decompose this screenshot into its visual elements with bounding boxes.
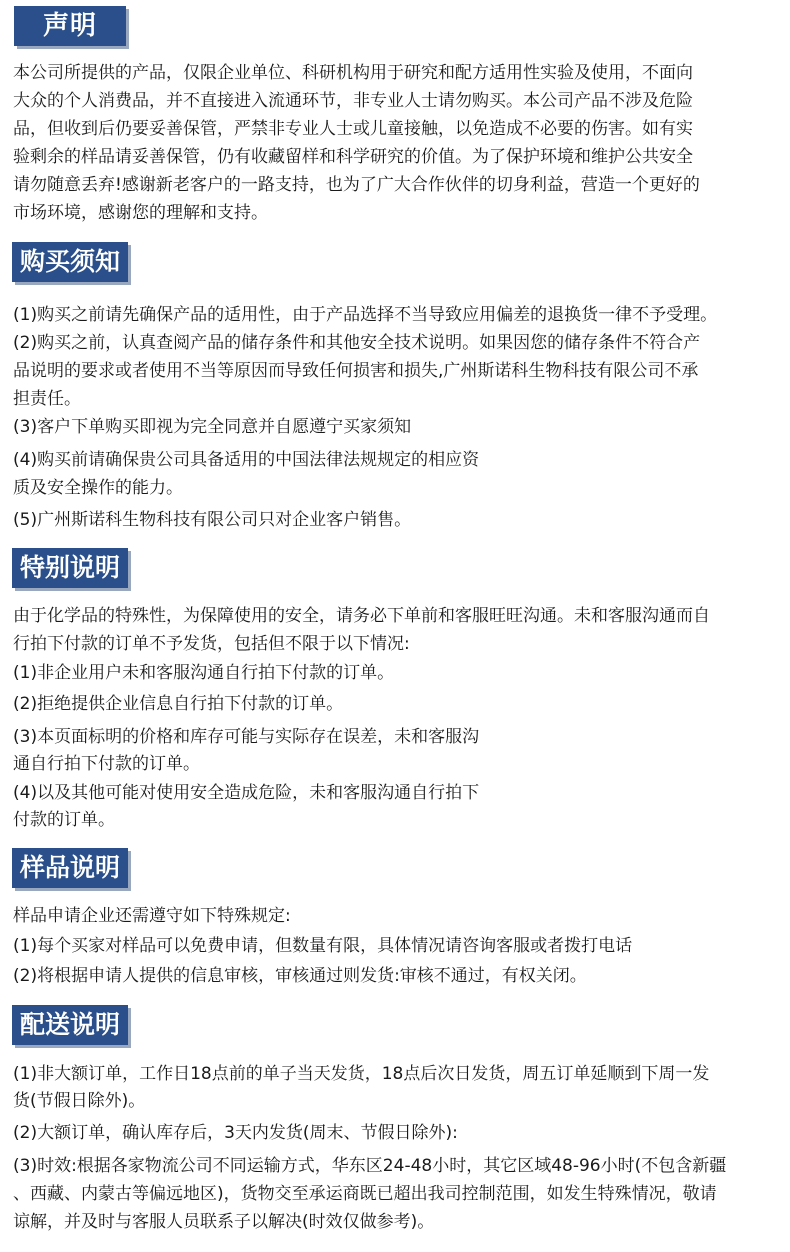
- special-notes-line: 付款的订单。: [13, 810, 115, 830]
- delivery-notes-line: (3)时效:根据各家物流公司不同运输方式，华东区24-48小时，其它区域48-96小时(不包含新疆: [13, 1156, 727, 1176]
- sample-notes-line: (1)每个买家对样品可以免费申请，但数量有限，具体情况请咨询客服或者拨打电话: [13, 936, 633, 956]
- special-notes-line: 通自行拍下付款的订单。: [13, 754, 200, 774]
- purchase-notice-line: 品说明的要求或者使用不当等原因而导致任何损害和损失,广州斯诺科生物科技有限公司不承: [13, 361, 699, 381]
- sample-notes-line: 样品申请企业还需遵守如下特殊规定:: [13, 906, 291, 926]
- section-title-sample-notes: 样品说明: [12, 848, 128, 888]
- purchase-notice-line: 质及安全操作的能力。: [13, 478, 183, 498]
- purchase-notice-line: (3)客户下单购买即视为完全同意并自愿遵宁买家须知: [13, 417, 412, 437]
- section-title-special-notes: 特别说明: [12, 548, 128, 588]
- delivery-notes-line: 货(节假日除外)。: [13, 1091, 146, 1111]
- purchase-notice-line: (4)购买前请确保贵公司具备适用的中国法律法规规定的相应资: [13, 450, 480, 470]
- statement-line: 请勿随意丢弃!感谢新老客户的一路支持，也为了广大合作伙伴的切身利益，营造一个更好的: [13, 175, 700, 195]
- purchase-notice-line: (5)广州斯诺科生物科技有限公司只对企业客户销售。: [13, 510, 412, 530]
- section-title-delivery-notes: 配送说明: [12, 1005, 128, 1045]
- purchase-notice-line: (1)购买之前请先确保产品的适用性，由于产品选择不当导致应用偏差的退换货一律不予受理。: [13, 305, 718, 325]
- statement-line: 验剩余的样品请妥善保管，仍有收藏留样和科学研究的价值。为了保护环境和维护公共安全: [13, 147, 693, 167]
- statement-line: 大众的个人消费品，并不直接进入流通环节，非专业人士请勿购买。本公司产品不涉及危险: [13, 91, 693, 111]
- purchase-notice-line: 担责任。: [13, 389, 81, 409]
- section-title-purchase-notice: 购买须知: [12, 242, 128, 282]
- special-notes-line: 行拍下付款的订单不予发货，包括但不限于以下情况:: [13, 634, 410, 654]
- special-notes-line: (2)拒绝提供企业信息自行拍下付款的订单。: [13, 694, 344, 714]
- purchase-notice-line: (2)购买之前，认真查阅产品的储存条件和其他安全技术说明。如果因您的储存条件不符合产: [13, 333, 701, 353]
- special-notes-line: 由于化学品的特殊性，为保障使用的安全，请务必下单前和客服旺旺沟通。未和客服沟通而自: [13, 606, 710, 626]
- statement-line: 品，但收到后仍要妥善保管，严禁非专业人士或儿童接触，以免造成不必要的伤害。如有实: [13, 119, 693, 139]
- delivery-notes-line: 、西藏、内蒙古等偏远地区)，货物交至承运商既已超出我司控制范围，如发生特殊情况，敬请: [13, 1184, 717, 1204]
- special-notes-line: (3)本页面标明的价格和库存可能与实际存在误差，未和客服沟: [13, 727, 480, 747]
- section-title-statement: 声明: [14, 6, 126, 46]
- delivery-notes-line: (1)非大额订单，工作日18点前的单子当天发货，18点后次日发货，周五订单延顺到下周一发: [13, 1064, 710, 1084]
- special-notes-line: (4)以及其他可能对使用安全造成危险，未和客服沟通自行拍下: [13, 783, 480, 803]
- delivery-notes-line: 谅解，并及时与客服人员联系子以解决(时效仅做参考)。: [13, 1212, 435, 1232]
- statement-line: 本公司所提供的产品，仅限企业单位、科研机构用于研究和配方适用性实验及使用，不面向: [13, 63, 693, 83]
- sample-notes-line: (2)将根据申请人提供的信息审核，审核通过则发货:审核不通过，有权关闭。: [13, 966, 587, 986]
- delivery-notes-line: (2)大额订单，确认库存后，3天内发货(周末、节假日除外):: [13, 1123, 458, 1143]
- statement-line: 市场环境，感谢您的理解和支持。: [13, 203, 268, 223]
- special-notes-line: (1)非企业用户未和客服沟通自行拍下付款的订单。: [13, 663, 395, 683]
